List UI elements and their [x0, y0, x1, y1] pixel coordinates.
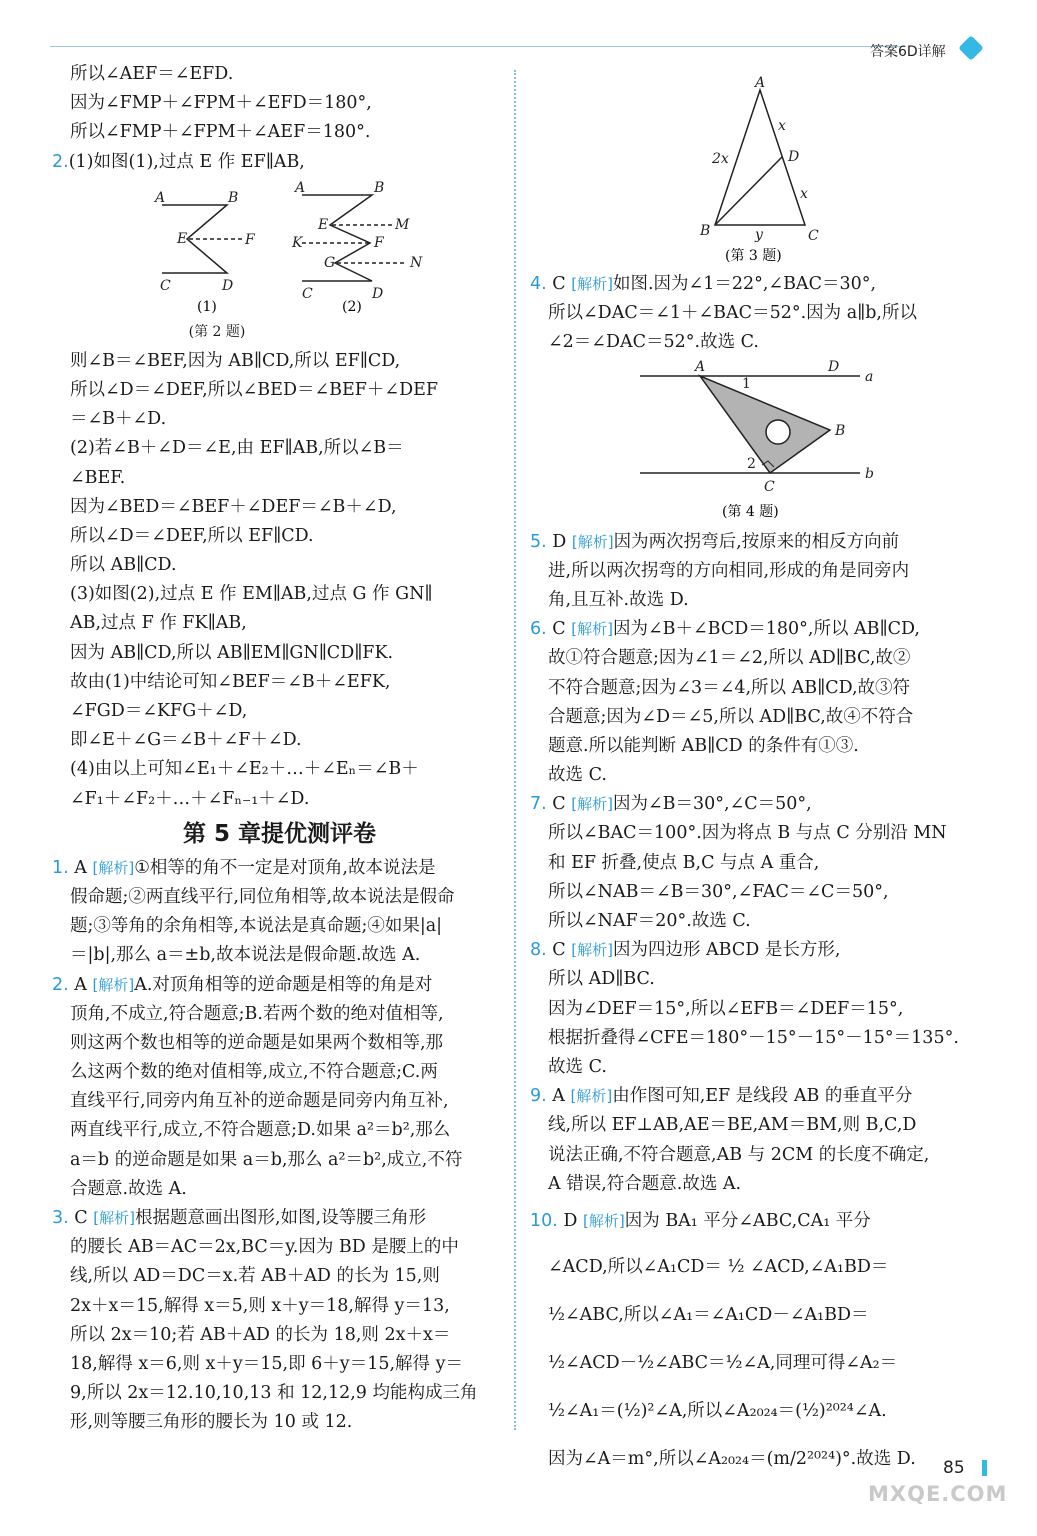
question-number: 8. [530, 940, 547, 961]
answer-letter: C [552, 619, 566, 640]
question-number: 2. [52, 974, 69, 995]
text-line: 因为 AB∥CD,所以 AB∥EM∥GN∥CD∥FK. [70, 642, 394, 663]
page-number-accent [982, 1460, 987, 1476]
text-line: 根据折叠得∠CFE＝180°－15°－15°－15°＝135°. [548, 1027, 959, 1048]
text-line: 因为∠BED＝∠BEF＋∠DEF＝∠B＋∠D, [70, 496, 397, 517]
text-span: 如图.因为∠1＝22°,∠BAC＝30°, [612, 274, 877, 294]
text-line: 因为∠DEF＝15°,所以∠EFB＝∠DEF＝15°, [548, 998, 904, 1019]
text-line: a＝b 的逆命题是如果 a＝b,那么 a²＝b²,成立,不符 [70, 1149, 463, 1170]
answer-letter: A [74, 857, 87, 878]
answer-letter: A [552, 1086, 565, 1107]
fig2-label: E [177, 230, 188, 247]
fig3-label: y [755, 227, 763, 243]
analysis-tag: [解析] [92, 858, 135, 877]
answer-letter: C [74, 1208, 88, 1228]
text-line: (3)如图(2),过点 E 作 EM∥AB,过点 G 作 GN∥ [70, 584, 433, 605]
text-line: ＝|b|,那么 a＝±b,故本说法是假命题.故选 A. [70, 945, 421, 966]
text-line: 题;③等角的余角相等,本说法是真命题;④如果|a| [70, 916, 443, 937]
text-span: 因为 BA₁ 平分∠ABC,CA₁ 平分 [624, 1210, 871, 1231]
question-2b-head [52, 971, 507, 1000]
text-line: 因为∠A＝m°,所以∠A₂₀₂₄＝(m/2²⁰²⁴)°.故选 D. [548, 1448, 916, 1469]
text-span: 因为四边形 ABCD 是长方形, [612, 940, 841, 961]
question-6-head [530, 615, 985, 644]
fig4-label: 1 [742, 375, 751, 392]
answer-letter: D [552, 531, 567, 552]
text-line: 线,所以 EF⊥AB,AE＝BE,AM＝BM,则 B,C,D [548, 1115, 917, 1136]
fig4-label: D [828, 358, 840, 375]
right-column [530, 60, 985, 1483]
header-rule [50, 46, 905, 47]
answer-letter: C [552, 794, 566, 815]
question-1-head [52, 854, 507, 883]
text-line: 所以 AB∥CD. [70, 555, 177, 576]
fig3-label: B [700, 223, 711, 239]
text-line: 合题意;因为∠D＝∠5,所以 AD∥BC,故④不符合 [548, 706, 914, 727]
text-line: 和 EF 折叠,使点 B,C 与点 A 重合, [548, 852, 820, 873]
fig2-label: A [295, 179, 306, 196]
text-line: 形,则等腰三角形的腰长为 10 或 12. [70, 1412, 353, 1433]
text-line: A 错误,符合题意.故选 A. [548, 1173, 742, 1194]
analysis-tag: [解析] [93, 1209, 135, 1227]
figure-4 [530, 358, 985, 528]
fig2-label: C [160, 277, 171, 294]
text-line: 的腰长 AB＝AC＝2x,BC＝y.因为 BD 是腰上的中 [70, 1237, 459, 1258]
figure-2 [52, 177, 507, 327]
text-line: ∠ACD,所以∠A₁CD＝ ½ ∠ACD,∠A₁BD＝ [548, 1256, 889, 1277]
fig4-label: a [865, 368, 874, 385]
text-line: 所以 2x＝10;若 AB＋AD 的长为 18,则 2x＋x＝ [70, 1324, 451, 1345]
fig2-label: C [302, 285, 313, 302]
fig4-label: C [764, 478, 775, 495]
fig2-label: K [292, 234, 303, 251]
question-number: 4. [530, 274, 547, 294]
question-9-head [530, 1082, 985, 1111]
analysis-tag: [解析] [570, 1087, 613, 1106]
fig2-label: A [155, 189, 166, 206]
left-column [52, 60, 507, 1438]
text-line: 故①符合题意;因为∠1＝∠2,所以 AD∥BC,故② [548, 648, 911, 669]
text-line: ½∠A₁＝(½)²∠A,所以∠A₂₀₂₄＝(½)²⁰²⁴∠A. [548, 1400, 887, 1421]
question-number: 10. [530, 1210, 558, 1231]
fig3-label: A [755, 75, 766, 91]
text-span: 因为两次拐弯后,按原来的相反方向前 [613, 531, 900, 552]
figure-3 [530, 60, 985, 270]
text-line: (2)若∠B＋∠D＝∠E,由 EF∥AB,所以∠B＝ [70, 438, 404, 459]
fig2-label: N [410, 254, 423, 271]
analysis-tag: [解析] [571, 941, 613, 960]
text-line: ∠F₁＋∠F₂＋…＋∠Fₙ₋₁＋∠D. [70, 788, 310, 809]
header-title: 答案6D详解 [870, 44, 946, 60]
fig4-label: A [695, 358, 706, 375]
text-line: 么这两个数的绝对值相等,成立,不符合题意;C.两 [70, 1062, 438, 1083]
question-4-head [530, 270, 985, 299]
text-span: A.对顶角相等的逆命题是相等的角是对 [134, 974, 433, 995]
text-line: ∠BEF. [70, 467, 126, 488]
text-span: 根据题意画出图形,如图,设等腰三角形 [134, 1208, 427, 1228]
text-line: 所以∠FMP＋∠FPM＋∠AEF＝180°. [70, 122, 371, 143]
text-line: 所以∠D＝∠DEF,所以∠BED＝∠BEF＋∠DEF [70, 379, 439, 400]
question-3-head [52, 1204, 507, 1233]
text-line: 故选 C. [548, 765, 607, 786]
fig2-label: M [395, 216, 410, 233]
column-divider [514, 70, 516, 1430]
question-number: 9. [530, 1086, 547, 1107]
text-line: 则∠B＝∠BEF,因为 AB∥CD,所以 EF∥CD, [70, 350, 401, 371]
analysis-tag: [解析] [571, 275, 613, 293]
text-span: 由作图可知,EF 是线段 AB 的垂直平分 [612, 1086, 913, 1107]
figure-2-svg [52, 177, 507, 327]
fig3-label: x [800, 186, 808, 202]
fig2-label: E [318, 216, 329, 233]
text-span: ①相等的角不一定是对顶角,故本说法是 [134, 857, 436, 878]
text-line: 题意.所以能判断 AB∥CD 的条件有①③. [548, 735, 859, 756]
text-line: 故选 C. [548, 1056, 607, 1077]
question-5-head [530, 528, 985, 557]
fig2-label: F [245, 231, 255, 248]
text-line: 说法正确,不符合题意,AB 与 2CM 的长度不确定, [548, 1144, 930, 1165]
figure-4-caption: (第 4 题) [722, 503, 779, 520]
text-line: ∠FGD＝∠KFG＋∠D, [70, 701, 248, 721]
chapter-title: 第 5 章提优测评卷 [182, 820, 377, 847]
fig4-label: 2 [747, 455, 756, 472]
watermark: MXQE.COM [868, 1482, 1008, 1506]
fig4-label: b [865, 465, 874, 482]
page-number: 85 [943, 1458, 965, 1478]
text-line: 因为∠FMP＋∠FPM＋∠EFD＝180°, [70, 93, 372, 114]
fig3-label: C [808, 228, 819, 244]
analysis-tag: [解析] [571, 795, 613, 814]
text-line: 所以∠D＝∠DEF,所以 EF∥CD. [70, 525, 314, 546]
figure-3-caption: (第 3 题) [725, 248, 782, 264]
answer-letter: C [552, 274, 566, 294]
question-2-head [52, 148, 507, 177]
question-number: 5. [530, 531, 547, 552]
fig2-sub-caption: (1) [197, 298, 217, 315]
text-line: 进,所以两次拐弯的方向相同,形成的角是同旁内 [548, 560, 910, 581]
answer-letter: C [552, 940, 566, 961]
fig2-label: F [374, 234, 384, 251]
fig2-label: G [324, 254, 336, 271]
fig3-label: 2x [712, 151, 729, 167]
fig3-label: x [778, 118, 786, 134]
question-number: 2. [52, 151, 69, 172]
fig2-sub-caption: (2) [342, 298, 362, 315]
fig2-label: D [372, 285, 384, 302]
question-number: 3. [52, 1208, 69, 1228]
text-line: 所以∠DAC＝∠1＋∠BAC＝52°.因为 a∥b,所以 [548, 303, 917, 324]
text-span: (1)如图(1),过点 E 作 EF∥AB, [68, 151, 305, 172]
text-line: (4)由以上可知∠E₁＋∠E₂＋…＋∠Eₙ＝∠B＋ [70, 759, 419, 780]
text-line: 顶角,不成立,符合题意;B.若两个数的绝对值相等, [70, 1003, 444, 1024]
figure-2-caption: (第 2 题) [188, 323, 246, 340]
text-line: ½∠ABC,所以∠A₁＝∠A₁CD－∠A₁BD＝ [548, 1304, 869, 1325]
text-line: 所以 AD∥BC. [548, 969, 655, 990]
question-8-head [530, 936, 985, 965]
text-line: 2x＋x＝15,解得 x＝5,则 x＋y＝18,解得 y＝13, [70, 1295, 450, 1316]
text-line: 18,解得 x＝6,则 x＋y＝15,即 6＋y＝15,解得 y＝ [70, 1353, 463, 1374]
text-line: 线,所以 AD＝DC＝x.若 AB＋AD 的长为 15,则 [70, 1266, 440, 1287]
text-line: 直线平行,同旁内角互补的逆命题是同旁内角互补, [70, 1091, 449, 1112]
text-line: AB,过点 F 作 FK∥AB, [70, 613, 247, 634]
text-line: 不符合题意;因为∠3＝∠4,所以 AB∥CD,故③符 [548, 677, 911, 698]
figure-4-svg [530, 358, 985, 528]
fig2-label: B [374, 179, 385, 196]
answer-letter: D [563, 1210, 578, 1231]
text-line: 合题意.故选 A. [70, 1178, 187, 1199]
fig2-label: B [228, 189, 239, 206]
text-line: 两直线平行,成立,不符合题意;D.如果 a²＝b²,那么 [70, 1120, 451, 1141]
text-span: 因为∠B＋∠BCD＝180°,所以 AB∥CD, [612, 619, 920, 640]
question-7-head [530, 790, 985, 819]
analysis-tag: [解析] [583, 1211, 625, 1230]
header-gem-icon [958, 35, 983, 60]
text-span: 因为∠B＝30°,∠C＝50°, [612, 794, 812, 815]
text-line: ＝∠B＋∠D. [70, 409, 167, 430]
answer-letter: A [74, 974, 87, 995]
fig4-label: B [835, 422, 846, 439]
text-line: 则这两个数也相等的逆命题是如果两个数相等,那 [70, 1032, 444, 1053]
text-line: 故由(1)中结论可知∠BEF＝∠B＋∠EFK, [70, 671, 391, 692]
analysis-tag: [解析] [571, 620, 613, 639]
figure-3-svg [530, 60, 985, 270]
analysis-tag: [解析] [92, 975, 135, 994]
text-line: 所以∠NAB＝∠B＝30°,∠FAC＝∠C＝50°, [548, 881, 889, 902]
text-line: 假命题;②两直线平行,同位角相等,故本说法是假命 [70, 886, 455, 907]
fig2-label: D [222, 277, 234, 294]
question-number: 7. [530, 794, 547, 815]
text-line: 所以∠AEF＝∠EFD. [70, 64, 234, 84]
text-line: 即∠E＋∠G＝∠B＋∠F＋∠D. [70, 730, 302, 751]
text-line: 所以∠NAF＝20°.故选 C. [548, 911, 751, 931]
analysis-tag: [解析] [571, 532, 614, 551]
text-line: ∠2＝∠DAC＝52°.故选 C. [548, 332, 759, 353]
question-10-head [530, 1199, 985, 1243]
text-line: 9,所以 2x＝12.10,10,13 和 12,12,9 均能构成三角 [70, 1383, 478, 1404]
question-number: 6. [530, 619, 547, 640]
text-line: 角,且互补.故选 D. [548, 589, 689, 610]
fig3-label: D [788, 149, 800, 165]
text-line: ½∠ACD－½∠ABC＝½∠A,同理可得∠A₂＝ [548, 1352, 898, 1373]
question-number: 1. [52, 857, 69, 878]
text-line: 所以∠BAC＝100°.因为将点 B 与点 C 分别沿 MN [548, 823, 947, 844]
